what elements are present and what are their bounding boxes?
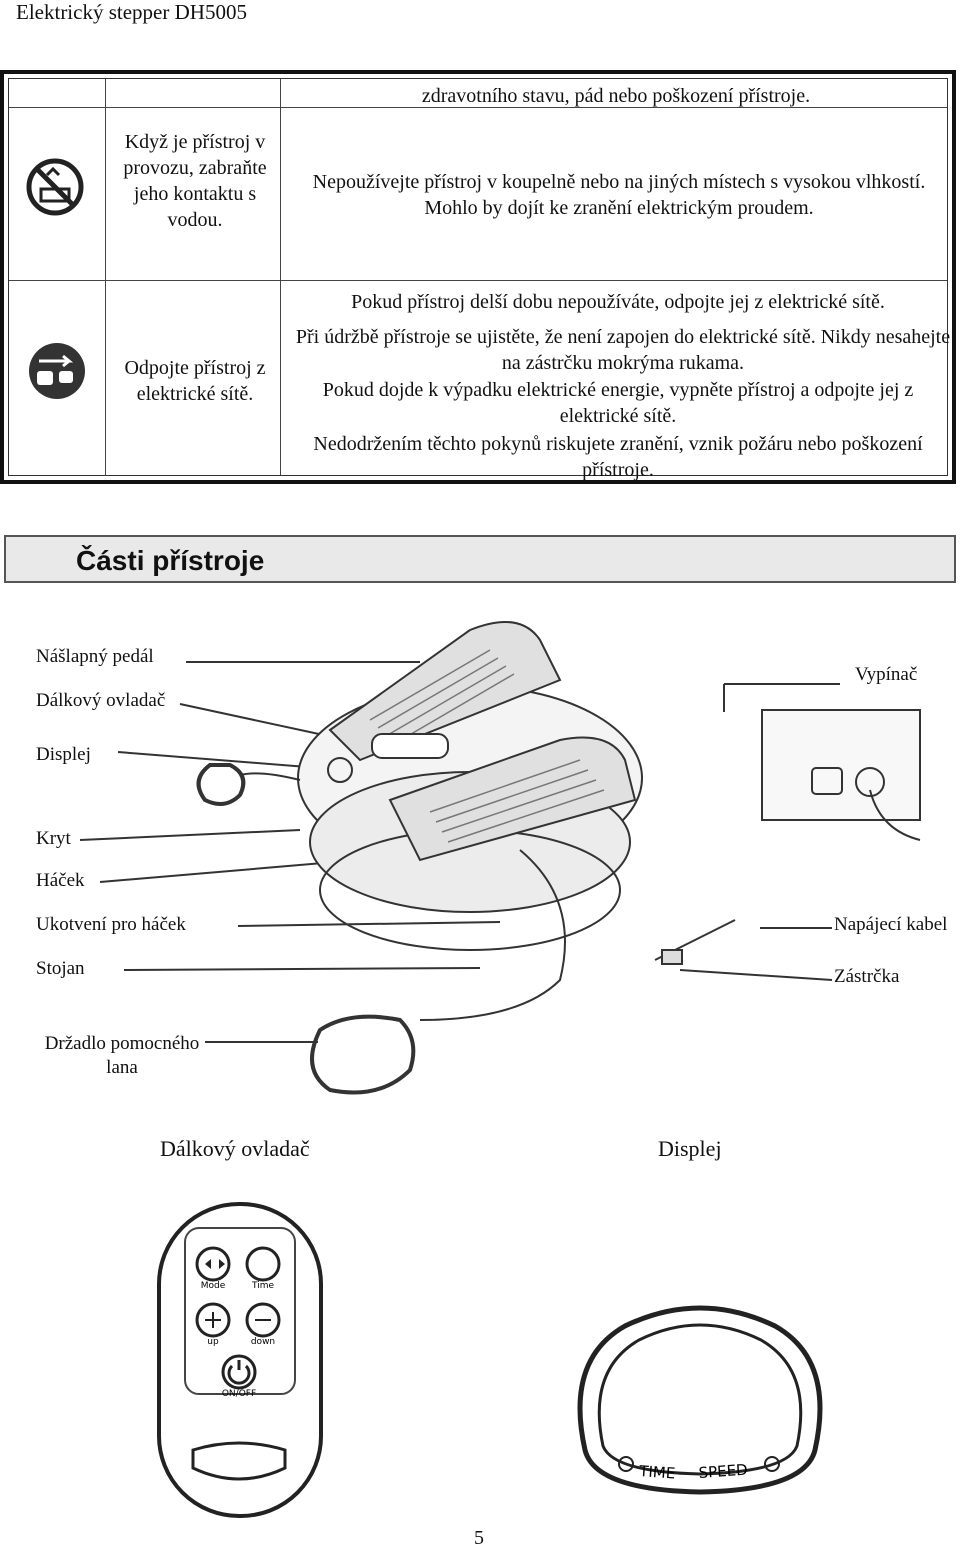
label-cable: Napájecí kabel <box>834 914 948 935</box>
remote-label-mode: Mode <box>200 1281 226 1291</box>
label-stand: Stojan <box>36 958 85 979</box>
remote-label-down: down <box>250 1337 276 1347</box>
label-display: Displej <box>36 744 91 765</box>
label-handle: Držadlo pomocného lana <box>44 1033 200 1078</box>
no-water-icon <box>23 155 87 219</box>
table-row-2-line-1: Pokud přístroj delší dobu nepoužíváte, odpojte jej z elektrické sítě. <box>351 291 885 313</box>
stepper-illustration <box>0 600 960 1120</box>
table-row-0-text: zdravotního stavu, pád nebo poškození přístroje. <box>421 85 811 107</box>
label-switch: Vypínač <box>855 664 918 685</box>
label-remote: Dálkový ovladač <box>36 690 166 711</box>
label-pedal: Nášlapný pedál <box>36 646 154 667</box>
section-title: Části přístroje <box>76 545 265 576</box>
caption-display: Displej <box>658 1136 722 1161</box>
label-hook: Háček <box>36 870 85 891</box>
remote-control-drawing <box>155 1200 325 1520</box>
page-number: 5 <box>474 1527 484 1549</box>
table-row-1-text: Nepoužívejte přístroj v koupelně nebo na jiných místech s vysokou vlhkostí. Mohlo by dojít ke zranění elektrickým proudem. <box>312 171 926 219</box>
document-header: Elektrický stepper DH5005 <box>16 0 247 24</box>
table-row-1-label: Když je přístroj v provozu, zabraňte jeho kontaktu s vodou. <box>123 131 267 231</box>
remote-label-up: up <box>207 1337 219 1347</box>
safety-table <box>0 70 956 484</box>
caption-remote: Dálkový ovladač <box>160 1136 310 1161</box>
remote-label-onoff: ON/OFF <box>221 1389 257 1399</box>
display-drawing <box>565 1300 835 1500</box>
table-row-2-line-4: Nedodržením těchto pokynů riskujete zranění, vznik požáru nebo poškození přístroje. <box>313 433 923 481</box>
remote-label-time: Time <box>251 1281 275 1291</box>
table-row-2-line-3: Pokud dojde k výpadku elektrické energie, vypněte přístroj a odpojte jej z elektrické sítě. <box>322 379 914 427</box>
label-cover: Kryt <box>36 828 71 849</box>
display-label-time: TIME <box>638 1462 676 1483</box>
table-row-2-label: Odpojte přístroj z elektrické sítě. <box>124 357 266 405</box>
unplug-icon <box>27 341 87 401</box>
label-plug: Zástrčka <box>834 966 900 987</box>
table-row-2-line-2: Při údržbě přístroje se ujistěte, že není zapojen do elektrické sítě. Nikdy nesahejte na zástrčku mokrýma rukama. <box>295 326 951 374</box>
display-label-speed: SPEED <box>698 1460 749 1482</box>
section-heading-bar <box>4 535 956 583</box>
label-hook-anchor: Ukotvení pro háček <box>36 914 186 935</box>
